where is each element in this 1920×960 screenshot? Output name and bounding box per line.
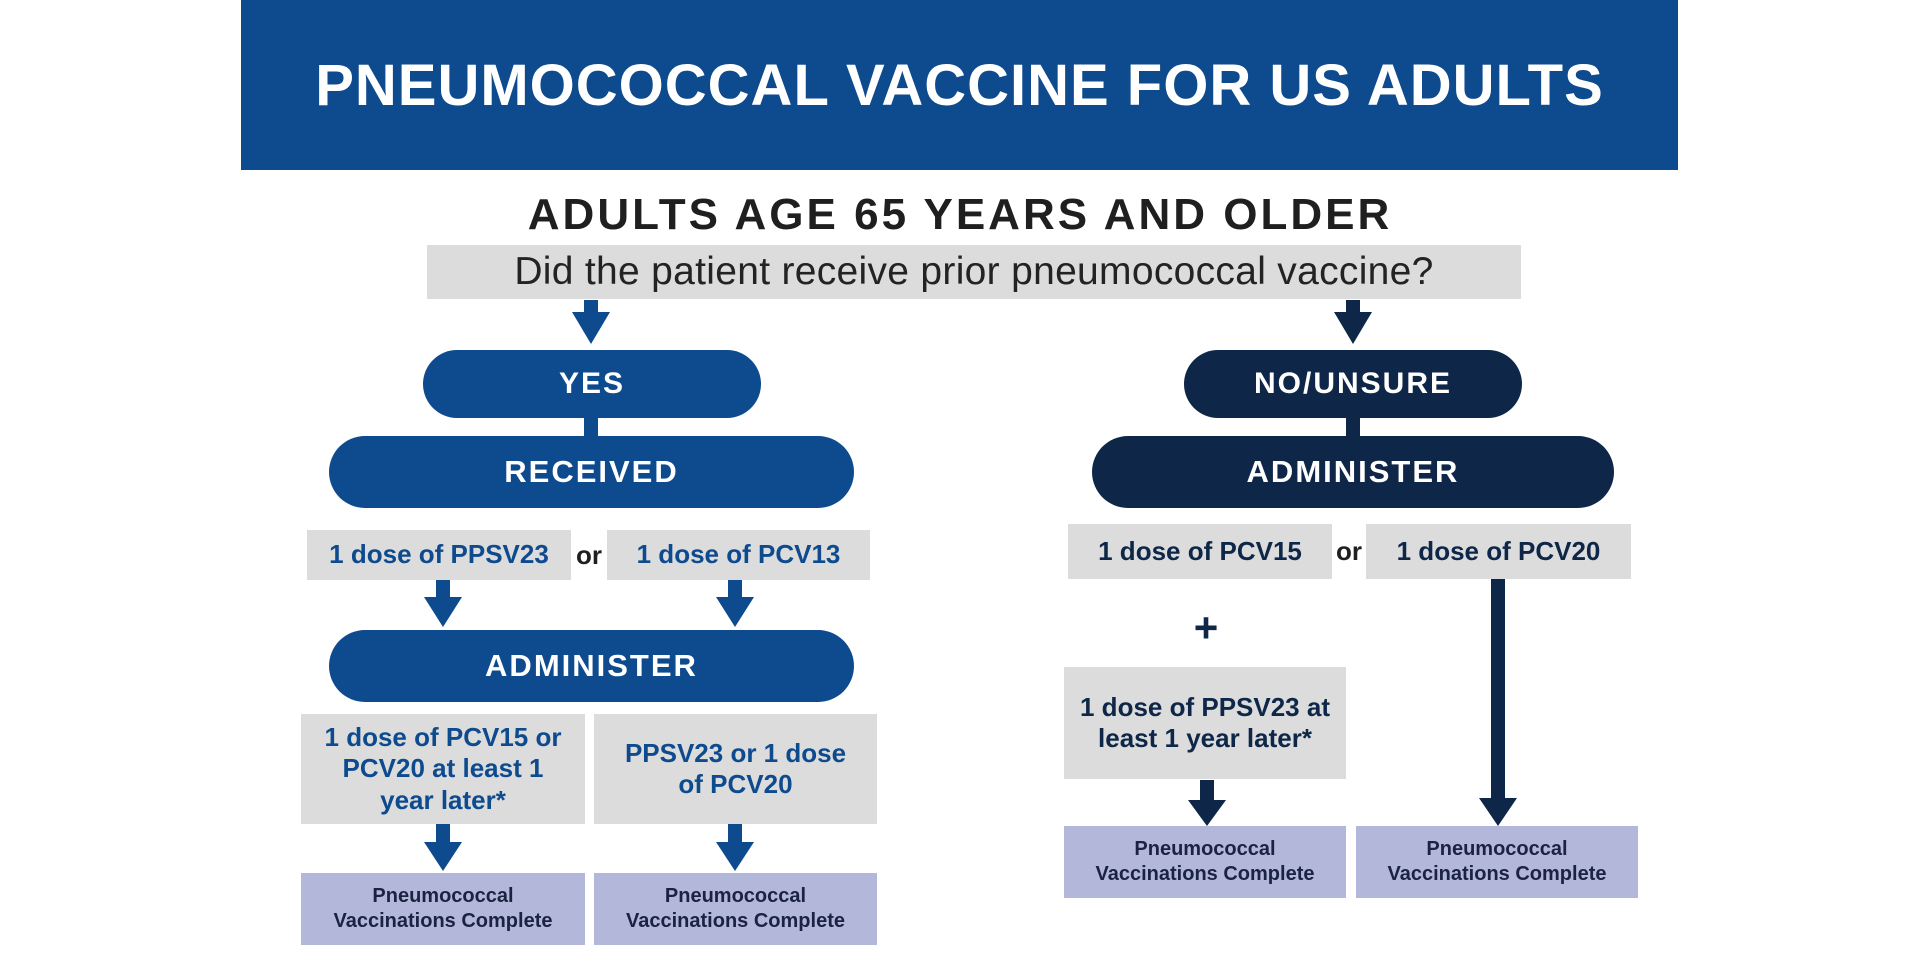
arrow-down-icon	[716, 579, 754, 627]
or-label: or	[1336, 536, 1362, 566]
page-title: PNEUMOCOCCAL VACCINE FOR US ADULTS	[315, 52, 1604, 118]
question-text: Did the patient receive prior pneumococcal vaccine?	[514, 250, 1434, 293]
arrow-down-icon	[716, 824, 754, 871]
complete-box-no-a: Pneumococcal Vaccinations Complete	[1064, 826, 1346, 898]
complete-box-no-b: Pneumococcal Vaccinations Complete	[1356, 826, 1638, 898]
received-node: RECEIVED	[329, 436, 854, 508]
administer-node-no: ADMINISTER	[1092, 436, 1614, 508]
yes-node: YES	[423, 350, 761, 418]
option-pcv15: 1 dose of PCV15	[1068, 524, 1332, 579]
arrow-down-icon	[1479, 578, 1517, 826]
arrow-down-icon	[1188, 780, 1226, 826]
option-pcv20: 1 dose of PCV20	[1366, 524, 1631, 579]
plus-icon: +	[1193, 604, 1219, 651]
subtitle: ADULTS AGE 65 YEARS AND OLDER	[527, 190, 1393, 239]
administer-node-yes: ADMINISTER	[329, 630, 854, 702]
arrow-down-icon	[424, 579, 462, 627]
arrow-down-icon	[572, 300, 610, 344]
result-pcv15-pcv20: 1 dose of PCV15 or PCV20 at least 1 year later*	[301, 714, 585, 824]
option-ppsv23: 1 dose of PPSV23	[307, 530, 571, 580]
or-label: or	[576, 539, 602, 570]
arrow-down-icon	[424, 824, 462, 871]
no-unsure-node: NO/UNSURE	[1184, 350, 1522, 418]
followup-ppsv23: 1 dose of PPSV23 at least 1 year later*	[1064, 667, 1346, 779]
complete-box-yes-a: Pneumococcal Vaccinations Complete	[301, 873, 585, 945]
complete-box-yes-b: Pneumococcal Vaccinations Complete	[594, 873, 877, 945]
arrow-down-icon	[1334, 300, 1372, 344]
result-ppsv23-pcv20: PPSV23 or 1 dose of PCV20	[594, 714, 877, 824]
option-pcv13: 1 dose of PCV13	[607, 530, 870, 580]
